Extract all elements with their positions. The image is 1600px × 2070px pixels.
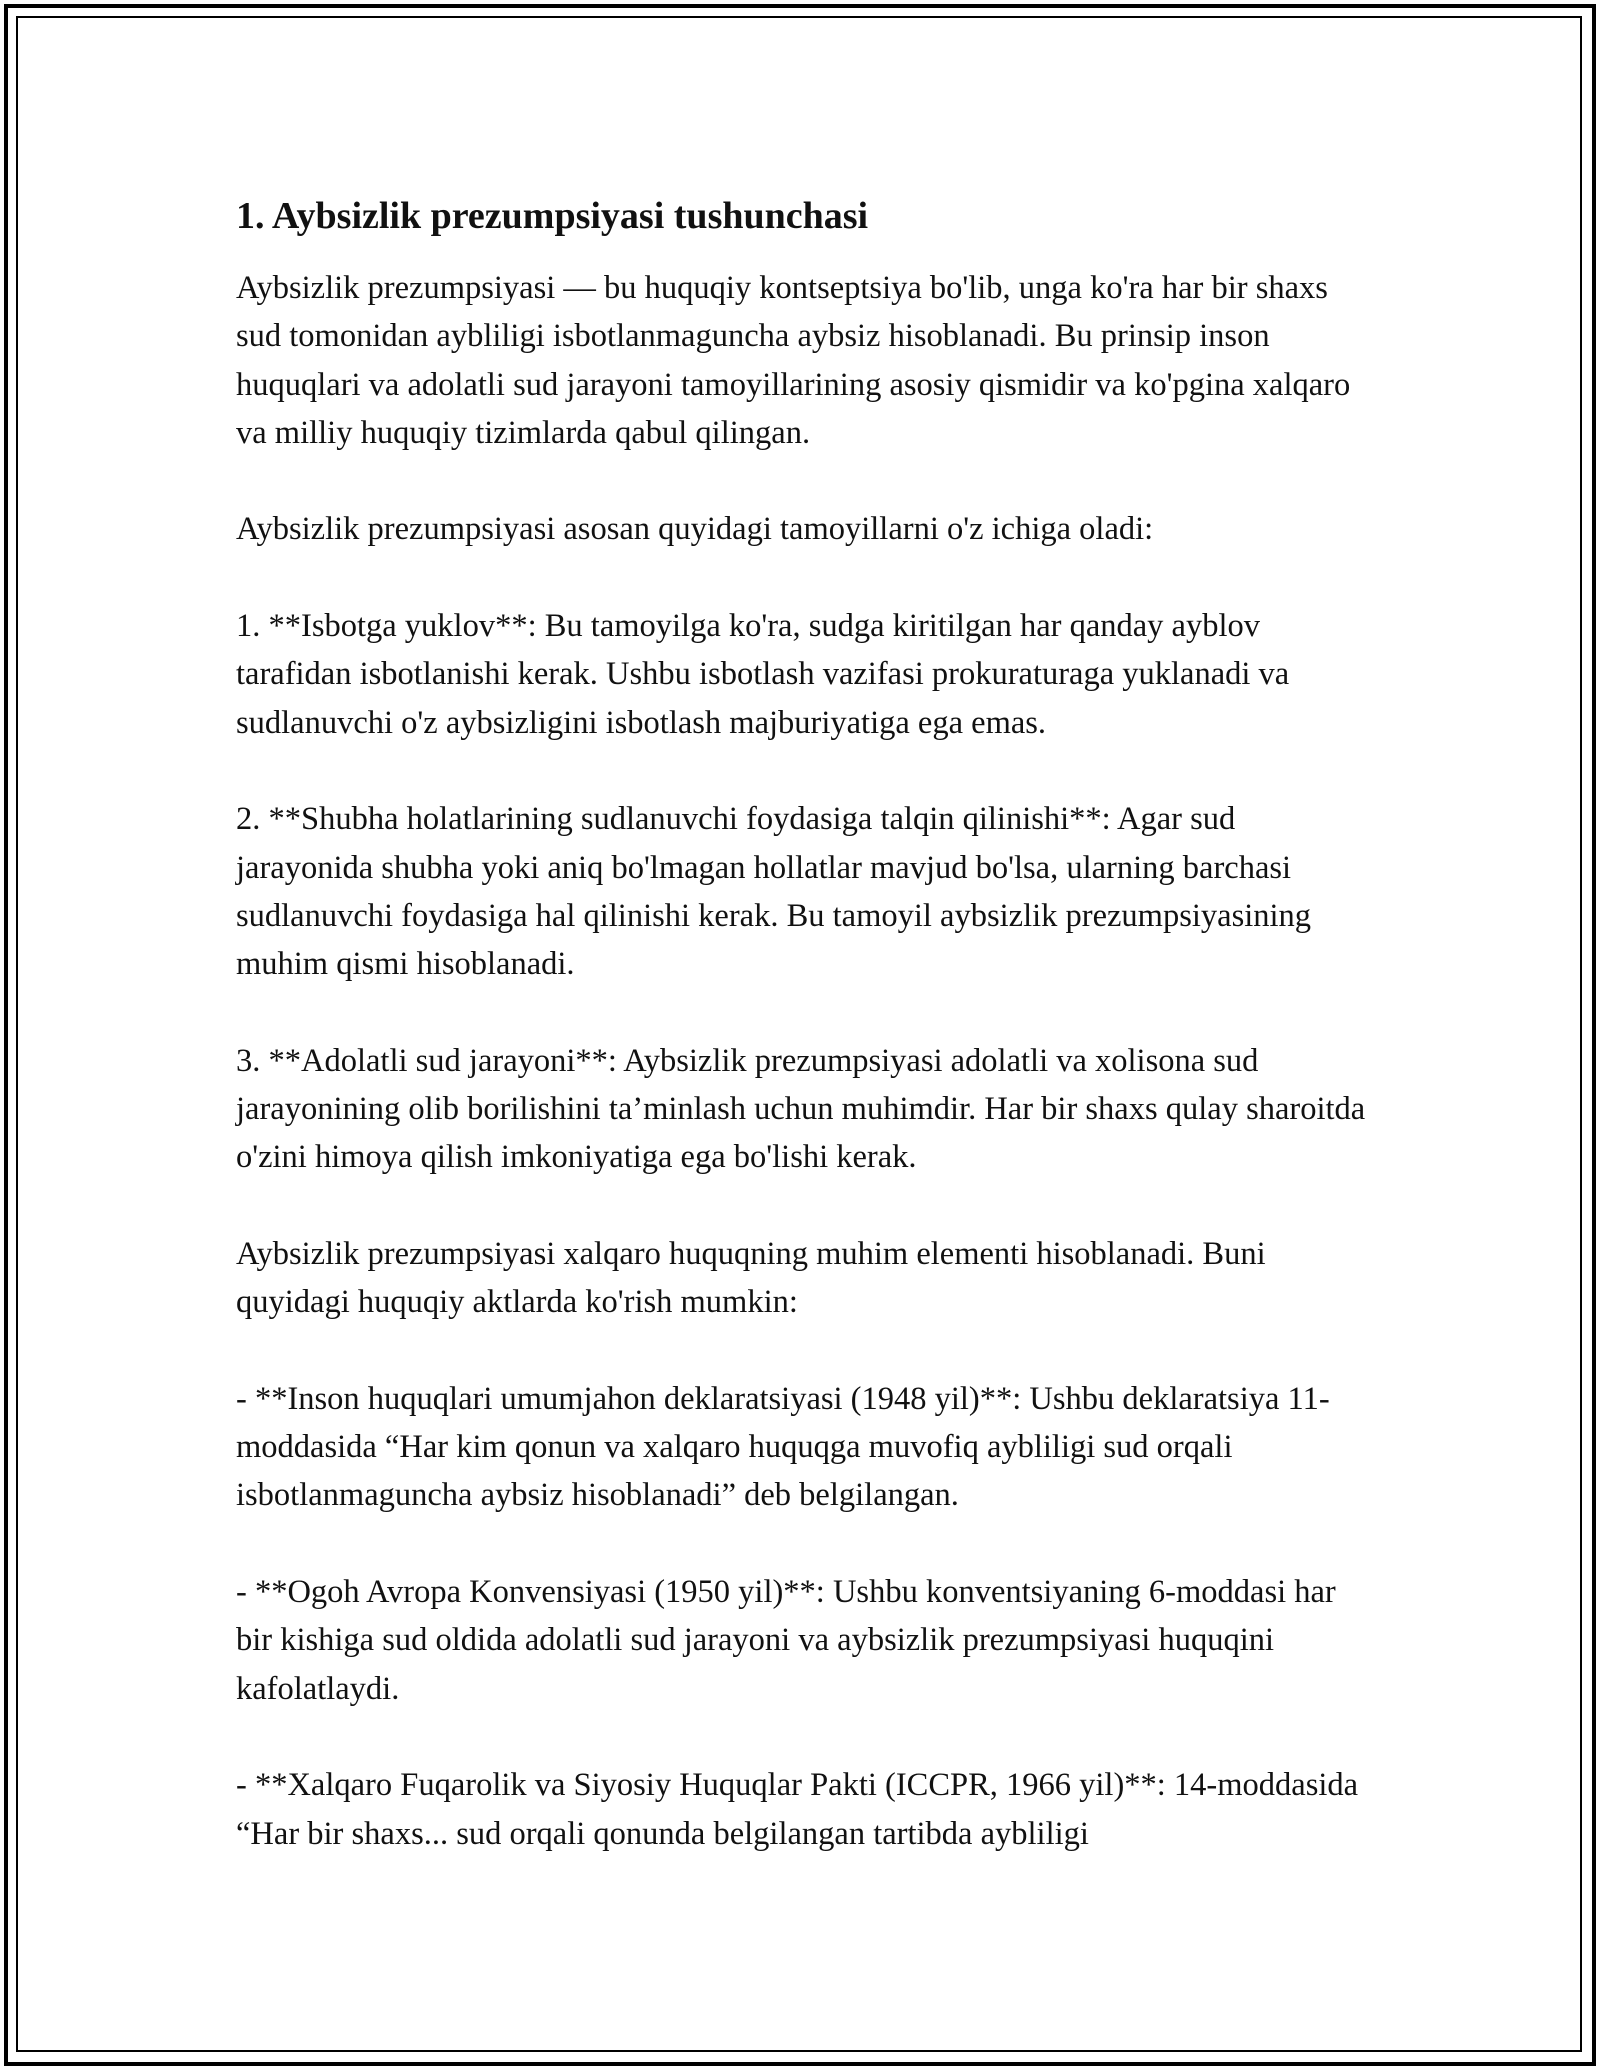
- list-item-echr: - **Ogoh Avropa Konvensiyasi (1950 yil)**: Ushbu konventsiyaning 6-moddasi har bir kishiga sud oldida adolatli sud jarayoni va aybsizlik prezumpsiyasi huquqini kafolatlaydi.: [236, 1574, 1336, 1707]
- paragraph-definition: Aybsizlik prezumpsiyasi — bu huquqiy kontseptsiya bo'lib, unga ko'ra har bir shaxs sud tomonidan aybliligi isbotlanmaguncha aybsiz hisoblanadi. Bu prinsip inson huquqlari va adolatli sud jarayoni tamoyillarining asosiy qismidir va ko'pgina xalqaro va milliy huquqiy tizimlarda qabul qilingan.: [236, 270, 1351, 451]
- paragraph-doubt-interpretation: 2. **Shubha holatlarining sudlanuvchi foydasiga talqin qilinishi**: Agar sud jarayonida shubha yoki aniq bo'lmagan hollatlar mavjud bo'lsa, ularning barchasi sudlanuvchi foydasiga hal qilinishi kerak. Bu tamoyil aybsizlik prezumpsiyasining muhim qismi hisoblanadi.: [236, 801, 1312, 983]
- section-heading: 1. Aybsizlik prezumpsiyasi tushunchasi: [236, 195, 869, 237]
- paragraph-international-law-intro: Aybsizlik prezumpsiyasi xalqaro huquqning muhim elementi hisoblanadi. Buni quyidagi huquqiy aktlarda ko'rish mumkin:: [236, 1235, 1266, 1321]
- paragraph-burden-of-proof: 1. **Isbotga yuklov**: Bu tamoyilga ko'ra, sudga kiritilgan har qanday ayblov tarafidan isbotlanishi kerak. Ushbu isbotlash vazifasi prokuraturaga yuklanadi va sudlanuvchi o'z aybsizligini isbotlash majburiyatiga ega emas.: [236, 608, 1290, 741]
- paragraph-principles-intro: Aybsizlik prezumpsiyasi asosan quyidagi tamoyillarni o'z ichiga oladi:: [236, 511, 1154, 548]
- list-item-udhr: - **Inson huquqlari umumjahon deklaratsiyasi (1948 yil)**: Ushbu deklaratsiya 11-moddasida “Har kim qonun va xalqaro huquqga muvofiq aybliligi sud orqali isbotlanmaguncha aybsiz hisoblanadi” deb belgilangan.: [236, 1380, 1330, 1514]
- list-item-iccpr: - **Xalqaro Fuqarolik va Siyosiy Huquqlar Pakti (ICCPR, 1966 yil)**: 14-moddasida “Har bir shaxs... sud orqali qonunda belgilangan tartibda aybliligi: [236, 1767, 1359, 1852]
- paragraph-fair-trial: 3. **Adolatli sud jarayoni**: Aybsizlik prezumpsiyasi adolatli va xolisona sud jarayonining olib borilishini ta’minlash uchun muhimdir. Har bir shaxs qulay sharoitda o'zini himoya qilish imkoniyatiga ega bo'lishi kerak.: [236, 1042, 1366, 1176]
- document-body: [236, 188, 1376, 1906]
